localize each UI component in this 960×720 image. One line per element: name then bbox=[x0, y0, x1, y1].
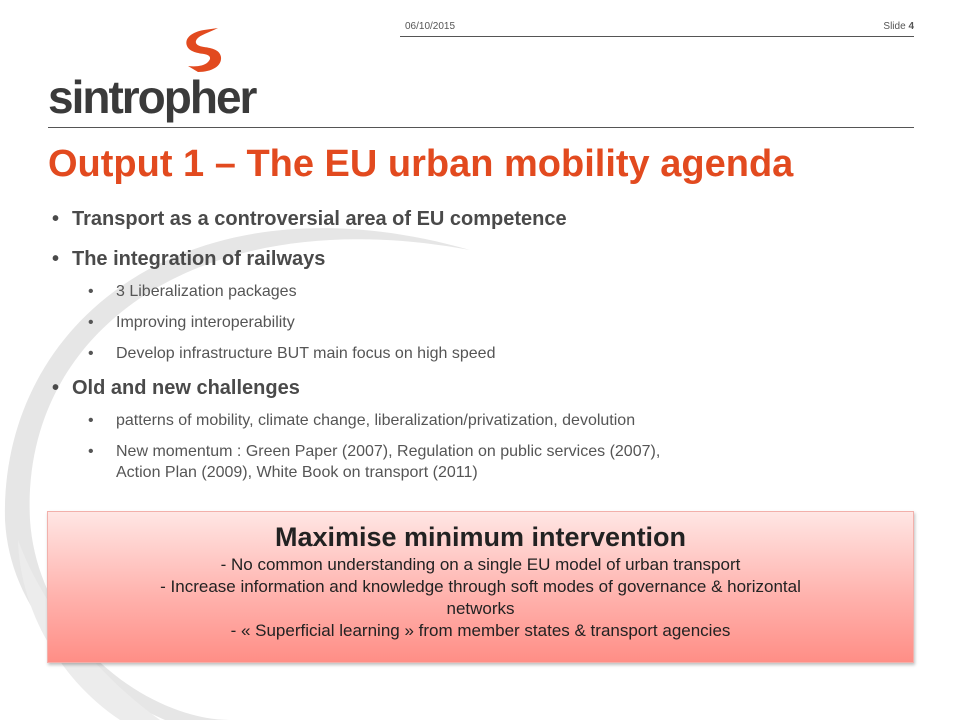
sub-bullet: • New momentum : Green Paper (2007), Regulation on public services (2007), bbox=[50, 441, 910, 462]
sintropher-logo bbox=[48, 26, 256, 123]
callout-line: networks bbox=[446, 599, 515, 618]
logo-wordmark: sintropher bbox=[48, 71, 256, 123]
date-label: 06/10/2015 bbox=[405, 21, 456, 32]
sub-bullet: • 3 Liberalization packages bbox=[50, 281, 910, 302]
slide-number bbox=[883, 21, 914, 32]
sub-bullet-continuation: Action Plan (2009), White Book on transport (2011) bbox=[116, 464, 478, 481]
slide-title: Output 1 – The EU urban mobility agenda bbox=[48, 143, 794, 185]
sub-bullet: • patterns of mobility, climate change, liberalization/privatization, devolution bbox=[50, 410, 910, 431]
slide-number-value: 4 bbox=[908, 21, 914, 32]
header-rule bbox=[400, 36, 914, 37]
callout-line: - Increase information and knowledge through soft modes of governance & horizontal bbox=[160, 577, 801, 596]
callout-box bbox=[47, 511, 914, 663]
callout-line: - « Superficial learning » from member states & transport agencies bbox=[230, 621, 731, 640]
sub-bullet: • Develop infrastructure BUT main focus on high speed bbox=[50, 343, 910, 364]
sub-bullet: • Improving interoperability bbox=[50, 312, 910, 333]
callout-title: Maximise minimum intervention bbox=[274, 522, 687, 552]
slide-label: Slide bbox=[883, 21, 906, 32]
sintropher-s-logo-icon bbox=[178, 26, 228, 76]
callout-line: - No common understanding on a single EU model of urban transport bbox=[220, 555, 741, 574]
header-divider bbox=[48, 127, 914, 128]
bullet-railways: • The integration of railways bbox=[50, 247, 910, 271]
bullet-challenges: • Old and new challenges bbox=[50, 376, 910, 400]
bullet-list bbox=[50, 207, 910, 483]
bullet-transport: • Transport as a controversial area of EU competence bbox=[50, 207, 910, 231]
